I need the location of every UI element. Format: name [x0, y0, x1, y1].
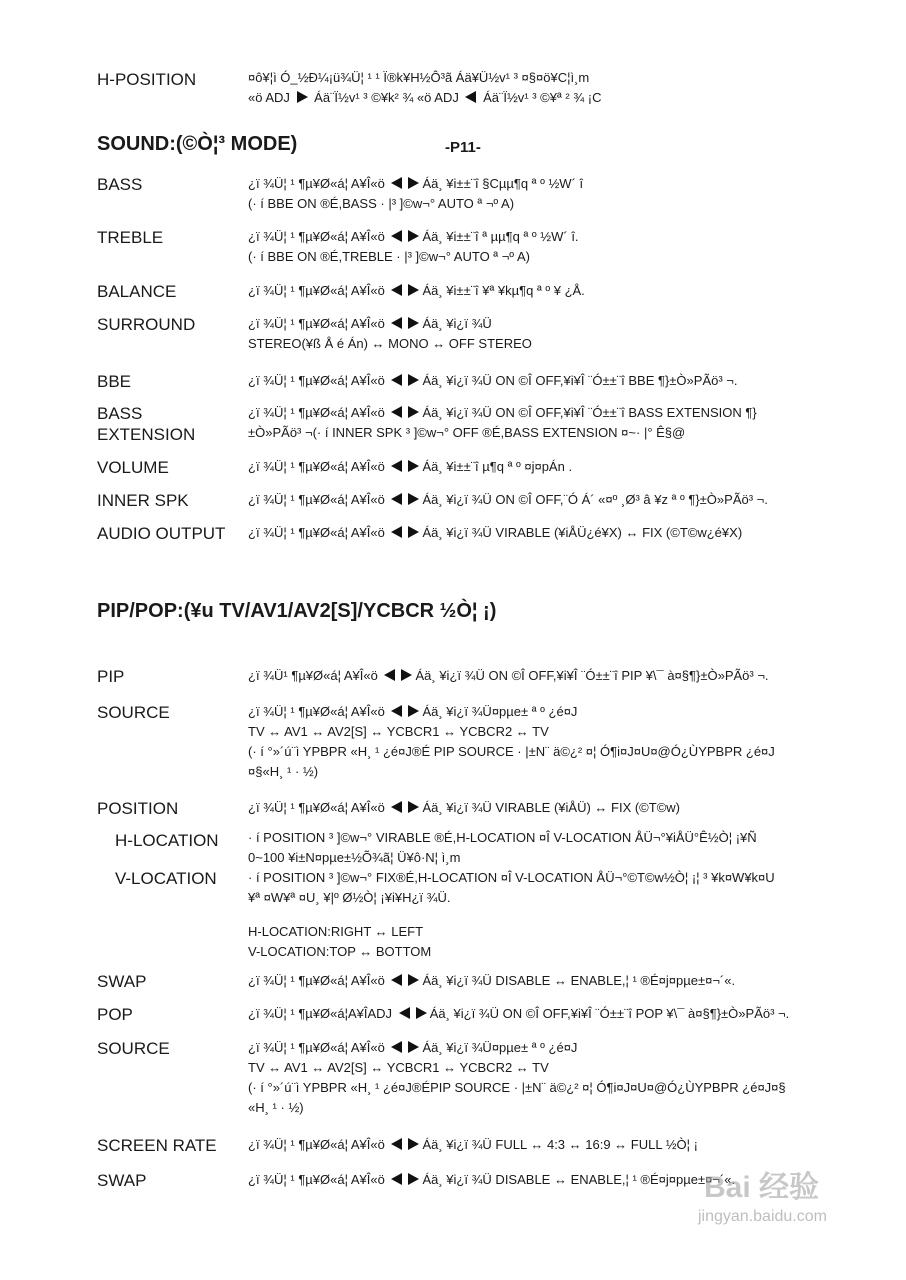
right-arrow-icon [408, 705, 419, 717]
pip-label: PIP [97, 667, 125, 686]
location-desc: · í POSITION ³ ]©w¬° VIRABLE ®É,H-LOCATION ¤Î V-LOCATION ÅÜ¬°¥iÅÜ°Ê½Ò¦ ¡¥Ñ 0~100 ¥i±N¤pµe±½Õ¾ã¦ Ü¥ô·N¦ ì¸m · í POSITION ³ ]©w¬° FIX®É,H-LOCATION ¤Î V-LOCATION ÅÜ¬°©T©w½Ò¦ ¡¦ ³ ¥k¤W¥k¤U ¥ª ¤W¥ª ¤U¸ ¥|º Ø½Ò¦ ¡¥i¥H¿ï ¾Ü. H-LOCATION:RIGHT ↔ LEFT V-LOCATION:TOP ↔ BOTTOM [248, 828, 888, 962]
right-arrow-icon [401, 669, 412, 681]
right-arrow-icon [408, 317, 419, 329]
surround-desc: ¿ï ¾Ü¦ ¹ ¶µ¥Ø«á¦ A¥Î«ö Áä¸ ¥i¿ï ¾Ü STEREO(¥ß Å é Án) ↔ MONO ↔ OFF STEREO [248, 316, 532, 351]
left-arrow-icon [391, 1138, 402, 1150]
pip-desc: ¿ï ¾Ü¹ ¶µ¥Ø«á¦ A¥Î«ö Áä¸ ¥i¿ï ¾Ü ON ©Î OFF,¥i¥Î ¨Ó±±¨î PIP ¥\¯ à¤§¶}±Ò»PÃö³ ¬. [248, 668, 769, 683]
right-arrow-icon [408, 801, 419, 813]
right-arrow-icon [408, 460, 419, 472]
left-arrow-icon [391, 1173, 402, 1185]
swap-desc: ¿ï ¾Ü¦ ¹ ¶µ¥Ø«á¦ A¥Î«ö Áä¸ ¥i¿ï ¾Ü DISABLE ↔ ENABLE,¦ ¹ ®É¤j¤pµe±¤¬´«. [248, 973, 736, 988]
right-arrow-icon [408, 493, 419, 505]
left-arrow-icon [391, 177, 402, 189]
treble-label: TREBLE [97, 228, 164, 247]
h-location-label: H-LOCATION [115, 831, 219, 850]
surround-label: SURROUND [97, 315, 196, 334]
source-pop-desc: ¿ï ¾Ü¦ ¹ ¶µ¥Ø«á¦ A¥Î«ö Áä¸ ¥i¿ï ¾Ü¤pµe± ª º ¿é¤J TV ↔ AV1 ↔ AV2[S] ↔ YCBCR1 ↔ YCBCR2 ↔ TV (· í °»´ú¨ì YPBPR «H¸ ¹ ¿é¤J®ÉPIP SOURCE · |±N¨ ä©¿² ¤¦ Ó¶i¤J¤U¤@Ó¿ÙYPBPR ¿é¤J¤§ «H¸ ¹ · ½) [248, 1040, 786, 1115]
h-position-label: H-POSITION [97, 70, 197, 89]
screen-rate-label: SCREEN RATE [97, 1136, 217, 1155]
pop-desc: ¿ï ¾Ü¦ ¹ ¶µ¥Ø«á¦A¥ÎADJ Áä¸ ¥i¿ï ¾Ü ON ©Î OFF,¥i¥Î ¨Ó±±¨î POP ¥\¯ à¤§¶}±Ò»PÃö³ ¬. [248, 1006, 790, 1021]
left-arrow-icon [391, 526, 402, 538]
inner-spk-desc: ¿ï ¾Ü¦ ¹ ¶µ¥Ø«á¦ A¥Î«ö Áä¸ ¥i¿ï ¾Ü ON ©Î OFF,¨Ó Á´ «¤º ¸Ø³ â ¥z ª º ¶}±Ò»PÃö³ ¬. [248, 492, 768, 507]
balance-desc: ¿ï ¾Ü¦ ¹ ¶µ¥Ø«á¦ A¥Î«ö Áä¸ ¥i±±¨î ¥ª ¥kµ¶q ª º ¥ ¿Å. [248, 283, 585, 298]
v-location-label: V-LOCATION [115, 869, 217, 888]
left-arrow-icon [391, 317, 402, 329]
sound-heading: SOUND:(©Ò¦³ MODE) [97, 133, 298, 155]
swap-label: SWAP [97, 972, 147, 991]
right-arrow-icon [297, 91, 308, 103]
inner-spk-label: INNER SPK [97, 491, 189, 510]
h-position-desc [248, 68, 888, 108]
bbe-label: BBE [97, 372, 132, 391]
left-arrow-icon [465, 91, 476, 103]
right-arrow-icon [408, 230, 419, 242]
bass-desc: ¿ï ¾Ü¦ ¹ ¶µ¥Ø«á¦ A¥Î«ö Áä¸ ¥i±±¨î §Cµµ¶q ª º ½W´ î (· í BBE ON ®É,BASS · |³ ]©w¬° AUTO ª ¬º A) [248, 176, 584, 211]
right-arrow-icon [408, 1173, 419, 1185]
position-label: POSITION [97, 799, 179, 818]
bass-extension-desc: ¿ï ¾Ü¦ ¹ ¶µ¥Ø«á¦ A¥Î«ö Áä¸ ¥i¿ï ¾Ü ON ©Î OFF,¥i¥Î ¨Ó±±¨î BASS EXTENSION ¶} ±Ò»PÃö³ ¬(· í INNER SPK ³ ]©w¬° OFF ®É,BASS EXTENSION ¤~· |° Ê§@ [248, 405, 757, 440]
h-location-directions: H-LOCATION:RIGHT ↔ LEFT [248, 924, 424, 939]
left-arrow-icon [391, 460, 402, 472]
page-number: -P11- [445, 139, 481, 156]
left-arrow-icon [391, 705, 402, 717]
source-desc: ¿ï ¾Ü¦ ¹ ¶µ¥Ø«á¦ A¥Î«ö Áä¸ ¥i¿ï ¾Ü¤pµe± ª º ¿é¤J TV ↔ AV1 ↔ AV2[S] ↔ YCBCR1 ↔ YCBCR2 ↔ TV (· í °»´ú¨ì YPBPR «H¸ ¹ ¿é¤J®É PIP SOURCE · |±N¨ ä©¿² ¤¦ Ó¶i¤J¤U¤@Ó¿ÙYPBPR ¿é¤J ¤§«H¸ ¹ · ½) [248, 704, 775, 779]
screen-rate-desc: ¿ï ¾Ü¦ ¹ ¶µ¥Ø«á¦ A¥Î«ö Áä¸ ¥i¿ï ¾Ü FULL ↔ 4:3 ↔ 16:9 ↔ FULL ½Ò¦ ¡ [248, 1137, 698, 1152]
left-arrow-icon [384, 669, 395, 681]
position-desc: ¿ï ¾Ü¦ ¹ ¶µ¥Ø«á¦ A¥Î«ö Áä¸ ¥i¿ï ¾Ü VIRABLE (¥iÅÜ) ↔ FIX (©T©w) [248, 800, 680, 815]
watermark-logo: Bai 经验 [704, 1171, 820, 1204]
pip-pop-heading: PIP/POP:(¥u TV/AV1/AV2[S]/YCBCR ½Ò¦ ¡) [97, 600, 497, 622]
left-arrow-icon [391, 230, 402, 242]
source-label: SOURCE [97, 703, 170, 722]
bbe-desc: ¿ï ¾Ü¦ ¹ ¶µ¥Ø«á¦ A¥Î«ö Áä¸ ¥i¿ï ¾Ü ON ©Î OFF,¥i¥Î ¨Ó±±¨î BBE ¶}±Ò»PÃö³ ¬. [248, 373, 738, 388]
left-arrow-icon [399, 1007, 410, 1019]
pop-label: POP [97, 1005, 133, 1024]
left-arrow-icon [391, 801, 402, 813]
balance-label: BALANCE [97, 282, 177, 301]
source-pop-label: SOURCE [97, 1039, 170, 1058]
right-arrow-icon [408, 1041, 419, 1053]
left-arrow-icon [391, 406, 402, 418]
volume-label: VOLUME [97, 458, 169, 477]
right-arrow-icon [408, 974, 419, 986]
right-arrow-icon [408, 1138, 419, 1150]
right-arrow-icon [408, 406, 419, 418]
left-arrow-icon [391, 493, 402, 505]
left-arrow-icon [391, 374, 402, 386]
audio-output-label: AUDIO OUTPUT [97, 524, 226, 543]
swap-pop-label: SWAP [97, 1171, 147, 1190]
watermark-url: jingyan.baidu.com [698, 1208, 827, 1225]
volume-desc: ¿ï ¾Ü¦ ¹ ¶µ¥Ø«á¦ A¥Î«ö Áä¸ ¥i±±¨î µ¶q ª º ¤j¤pÁn . [248, 459, 573, 474]
right-arrow-icon [408, 374, 419, 386]
audio-output-desc: ¿ï ¾Ü¦ ¹ ¶µ¥Ø«á¦ A¥Î«ö Áä¸ ¥i¿ï ¾Ü VIRABLE (¥iÅÜ¿é¥X) ↔ FIX (©T©w¿é¥X) [248, 525, 743, 540]
right-arrow-icon [408, 284, 419, 296]
left-arrow-icon [391, 1041, 402, 1053]
treble-desc: ¿ï ¾Ü¦ ¹ ¶µ¥Ø«á¦ A¥Î«ö Áä¸ ¥i±±¨î ª µµ¶q ª º ½W´ î. (· í BBE ON ®É,TREBLE · |³ ]©w¬° AUTO ª ¬º A) [248, 229, 579, 264]
left-arrow-icon [391, 284, 402, 296]
h-position-line1: ¤ô¥¦ì Ó_½Ð¼¡ü¾Ü¦ ¹ ¹ Ï®k¥H½Ô³ã Áä¥Ü½v¹ ³ ¤§¤ö¥C¦ì¸m [248, 70, 590, 85]
right-arrow-icon [416, 1007, 427, 1019]
right-arrow-icon [408, 526, 419, 538]
baidu-watermark [698, 1162, 868, 1242]
h-position-line2: «ö ADJ Áä¨Ï½v¹ ³ ©¥k² ¾ «ö ADJ Áä¨Ï½v¹ ³ ©¥ª ² ¾ ¡C [248, 90, 602, 105]
swap-pop-desc: ¿ï ¾Ü¦ ¹ ¶µ¥Ø«á¦ A¥Î«ö Áä¸ ¥i¿ï ¾Ü DISABLE ↔ ENABLE,¦ ¹ ®É¤j¤pµe±¤¬´«. [248, 1172, 736, 1187]
right-arrow-icon [408, 177, 419, 189]
left-arrow-icon [391, 974, 402, 986]
v-location-directions: V-LOCATION:TOP ↔ BOTTOM [248, 944, 432, 959]
bass-extension-label: BASS EXTENSION [97, 404, 196, 444]
bass-label: BASS [97, 175, 143, 194]
